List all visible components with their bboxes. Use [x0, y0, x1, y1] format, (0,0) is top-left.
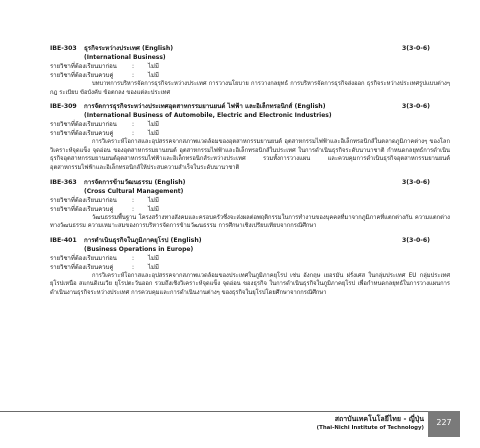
course-description: การวิเคราะห์โอกาสและอุปสรรคจากสภาพแวดล้อมของประเทศในภูมิภาคยุโรป เช่น อังกฤษ เยอรมัน ฝรั่งเศส ในกลุ่มประเทศ EU กลุ่มประเทศยุโรปเหนือ สแกนดิเนเวีย ยุโรปตะวันออก รวมถึงเชิงวิเคราะห์จุดแข็ง จุดอ่อน ของธุรกิจ ในการดำเนินธุรกิจในภูมิภาคยุโรป เพื่อกำหนดกลยุทธ์ในการวางแผนการดำเนินงานธุรกิจระหว่างประเทศ การควบคุมและการดำเนินงานต่างๆ ของธุรกิจในยุโรปโดยศึกษาจากกรณีศึกษา — [50, 272, 450, 296]
prerequisite-row — [50, 254, 450, 263]
prerequisite-row — [50, 120, 450, 129]
course-credits: 3(3-0-6) — [402, 45, 431, 52]
course-code: IBE-363 — [50, 178, 77, 186]
institute-name-en: (Thai-Nichi Institute of Technology) — [316, 425, 424, 431]
course-entry — [50, 44, 450, 97]
course-heading — [50, 44, 450, 53]
course-entry — [50, 236, 450, 298]
course-list — [50, 44, 450, 303]
corequisite-row — [50, 263, 450, 272]
page-number: 227 — [436, 418, 452, 427]
corequisite-row — [50, 205, 450, 214]
course-credits: 3(3-0-6) — [402, 103, 431, 111]
course-description: บทบาทการบริหารจัดการธุรกิจระหว่างประเทศ การวางนโยบาย การวางกลยุทธ์ การบริหารจัดการธุรกิจส่งออก ธุรกิจระหว่างประเทศรูปแบบต่างๆ กฎ ระเบียบ ข้อบังคับ ข้อตกลง ของแต่ละประเทศ — [50, 81, 450, 96]
colon: : — [132, 63, 135, 70]
course-title-en: (International Business of Automobile, Electric and Electronic Industries) — [84, 112, 332, 120]
prerequisite-label: รายวิชาที่ต้องเรียนมาก่อน — [50, 196, 117, 204]
course-description: การวิเคราะห์โอกาสและอุปสรรคจากสภาพแวดล้อมของอุตสาหกรรมยานยนต์ อุตสาหกรรมไฟฟ้าและอิเล็กทรอนิกส์ในตลาดภูมิภาคต่างๆ ของโลก วิเคราะห์จุดแข็ง จุดอ่อน ของอุตสาหกรรมยานยนต์ อุตสาหกรรมไฟฟ้าและอิเล็กทรอนิกส์ในประเทศ ในการดำเนินธุรกิจระดับนานาชาติ กำหนดกลยุทธ์การดำเนินธุรกิจอุตสาหกรรมยานยนต์อุตสาหกรรมไฟฟ้าและอิเล็กทรอนิกส์ระหว่างประเทศ รวมทั้งการวางแผน และควบคุมการดำเนินธุรกิจอุตสาหกรรมยานยนต์ อุตสาหกรรมไฟฟ้าและอิเล็กทรอนิกส์ให้ประสบความสำเร็จในระดับนานาชาติ — [50, 139, 450, 171]
colon: : — [132, 263, 135, 271]
course-title-en: (Cross Cultural Management) — [84, 187, 184, 195]
colon: : — [132, 72, 135, 79]
course-title-en: (Business Operations in Europe) — [84, 245, 194, 253]
prerequisite-row — [50, 196, 450, 205]
corequisite-value: ไม่มี — [148, 130, 159, 138]
colon: : — [132, 121, 135, 129]
course-heading — [50, 178, 450, 187]
course-title-th: การจัดการธุรกิจระหว่างประเทศอุตสาหกรรมยานยนต์ ไฟฟ้า และอิเล็กทรอนิกส์ (English) — [84, 103, 326, 111]
prerequisite-label: รายวิชาที่ต้องเรียนมาก่อน — [50, 63, 117, 70]
corequisite-label: รายวิชาที่ต้องเรียนควบคู่ — [50, 72, 114, 79]
course-title-th: การดำเนินธุรกิจในภูมิภาคยุโรป (English) — [84, 236, 202, 244]
course-credits: 3(3-0-6) — [402, 178, 431, 186]
corequisite-label: รายวิชาที่ต้องเรียนควบคู่ — [50, 263, 114, 271]
page-footer — [0, 411, 480, 437]
colon: : — [132, 254, 135, 262]
prerequisite-value: ไม่มี — [148, 254, 159, 262]
corequisite-value: ไม่มี — [148, 263, 159, 271]
course-code: IBE-309 — [50, 103, 77, 111]
colon: : — [132, 205, 135, 213]
prerequisite-row — [50, 62, 450, 71]
footer-rule — [0, 411, 428, 412]
course-entry — [50, 178, 450, 231]
colon: : — [132, 196, 135, 204]
course-code: IBE-401 — [50, 236, 77, 244]
institute-name-th: สถาบันเทคโนโลยีไทย - ญี่ปุ่น — [334, 415, 424, 423]
course-title-en: (International Business) — [84, 54, 166, 61]
corequisite-label: รายวิชาที่ต้องเรียนควบคู่ — [50, 205, 114, 213]
course-heading — [50, 236, 450, 245]
course-title-th: การจัดการข้ามวัฒนธรรม (English) — [84, 178, 186, 186]
colon: : — [132, 130, 135, 138]
course-heading — [50, 102, 450, 111]
course-entry — [50, 102, 450, 172]
prerequisite-value: ไม่มี — [148, 63, 159, 70]
course-credits: 3(3-0-6) — [402, 236, 431, 244]
corequisite-value: ไม่มี — [148, 72, 159, 79]
course-code: IBE-303 — [50, 45, 77, 52]
course-title-th: ธุรกิจระหว่างประเทศ (English) — [84, 45, 174, 52]
prerequisite-label: รายวิชาที่ต้องเรียนมาก่อน — [50, 121, 117, 129]
corequisite-value: ไม่มี — [148, 205, 159, 213]
corequisite-row — [50, 129, 450, 138]
prerequisite-label: รายวิชาที่ต้องเรียนมาก่อน — [50, 254, 117, 262]
prerequisite-value: ไม่มี — [148, 196, 159, 204]
prerequisite-value: ไม่มี — [148, 121, 159, 129]
corequisite-label: รายวิชาที่ต้องเรียนควบคู่ — [50, 130, 114, 138]
corequisite-row — [50, 71, 450, 80]
course-description: วัฒนธรรมพื้นฐาน โครงสร้างทางสังคมและครอบครัวซึ่งจะส่งผลต่อพฤติกรรมในการทำงานของบุคคลที่มาจากภูมิภาคที่แตกต่างกัน ความแตกต่างทางวัฒนธรรม ความเหมาะสมของการบริหารจัดการข้ามวัฒนธรรม การศึกษาเชิงเปรียบเทียบจากกรณีศึกษา — [50, 214, 450, 230]
